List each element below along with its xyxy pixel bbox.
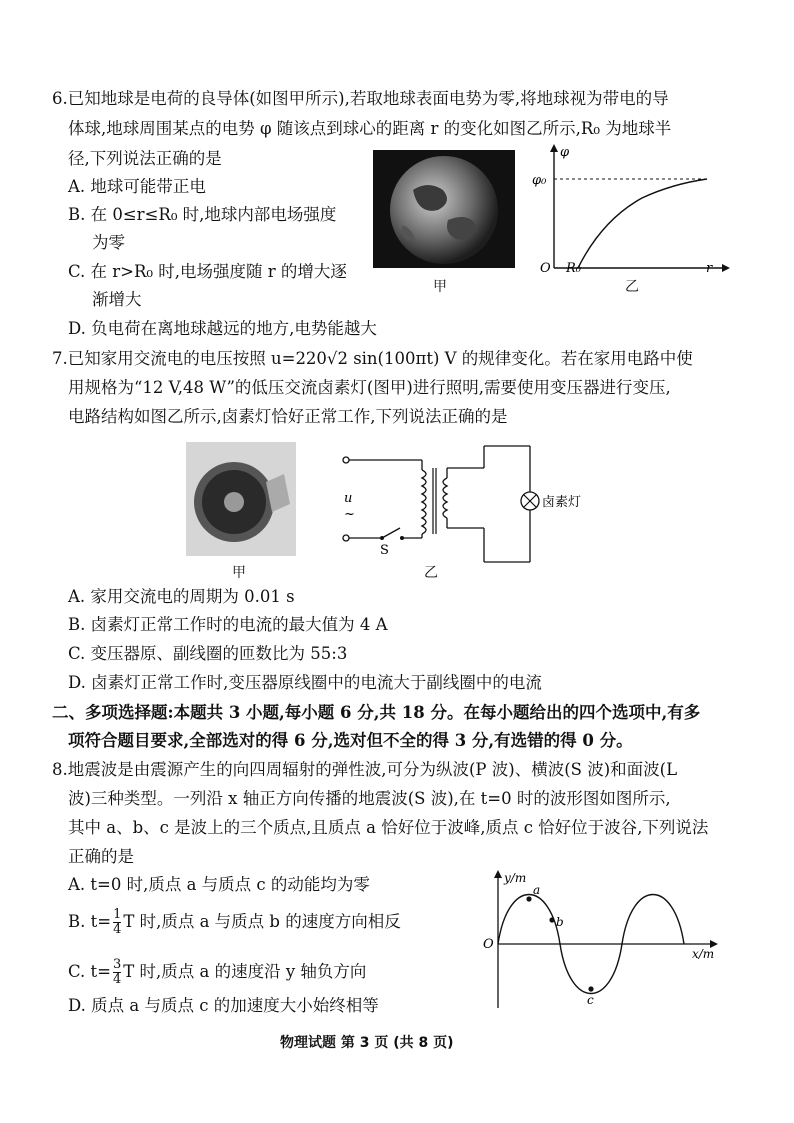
q8-line4: 正确的是 (68, 847, 134, 866)
earth-photo (373, 150, 515, 268)
x-axis-label: x/m (692, 947, 715, 961)
q8-option-c-prefix: C. t= (68, 962, 111, 981)
fraction-three-quarters: $\frac{3}{4}$ (112, 957, 122, 987)
r-axis-label: r (706, 261, 713, 276)
halogen-lamp-photo (186, 442, 296, 556)
q8-option-b (68, 908, 401, 937)
page-footer: 物理试题 第 3 页 (共 8 页) (280, 1035, 454, 1051)
q8-option-b-suffix: T 时,质点 a 与质点 b 的速度方向相反 (123, 912, 401, 931)
primary-coil (422, 470, 426, 534)
q6-line3: 径,下列说法正确的是 (68, 149, 222, 168)
point-b (549, 917, 554, 922)
voltage-u-label: u (344, 491, 353, 506)
phi-axis-label: φ (560, 145, 570, 160)
q7-figure-yi-caption: 乙 (424, 565, 438, 581)
point-c (588, 986, 593, 991)
r0-label: R₀ (566, 261, 581, 276)
q6-option-c: C. 在 r>R₀ 时,电场强度随 r 的增大逐 (68, 262, 347, 281)
q6-figure-jia-caption: 甲 (433, 279, 447, 295)
q7-option-c: C. 变压器原、副线圈的匝数比为 55:3 (68, 644, 348, 663)
q8-option-b-prefix: B. t= (68, 912, 112, 931)
y-axis-arrow-icon (494, 870, 502, 878)
q8-wave-graph (478, 868, 728, 1012)
lamp-label: 卤素灯 (542, 495, 582, 510)
q7-option-a: A. 家用交流电的周期为 0.01 s (68, 587, 295, 606)
q8-line3: 其中 a、b、c 是波上的三个质点,且质点 a 恰好位于波峰,质点 c 恰好位于波谷,下列说法 (68, 818, 709, 837)
q8-option-a: A. t=0 时,质点 a 与质点 c 的动能均为零 (68, 875, 370, 894)
point-a (526, 896, 531, 901)
q7-figure-jia-caption: 甲 (232, 565, 246, 581)
q7-line2: 用规格为“12 V,48 W”的低压交流卤素灯(图甲)进行照明,需要使用变压器进行变压, (68, 378, 671, 397)
origin-label: O (540, 261, 551, 276)
q6-option-b-cont: 为零 (92, 233, 125, 252)
point-c-label: c (587, 993, 594, 1007)
point-a-label: a (533, 883, 541, 897)
switch-blade (382, 528, 400, 538)
q6-line1: 6.已知地球是电荷的良导体(如图甲所示),若取地球表面电势为零,将地球视为带电的导 (52, 89, 669, 108)
q6-figure-yi-caption: 乙 (625, 279, 639, 295)
q6-option-b: B. 在 0≤r≤R₀ 时,地球内部电场强度 (68, 205, 337, 224)
q7-option-b: B. 卤素灯正常工作时的电流的最大值为 4 A (68, 615, 388, 634)
q8-option-d: D. 质点 a 与质点 c 的加速度大小始终相等 (68, 996, 379, 1015)
q8-option-c-suffix: T 时,质点 a 的速度沿 y 轴负方向 (123, 962, 367, 981)
switch-s-label: S (380, 543, 389, 558)
q6-option-a: A. 地球可能带正电 (68, 177, 206, 196)
q6-option-d: D. 负电荷在离地球越远的地方,电势能越大 (68, 319, 377, 338)
phi0-label: φ₀ (532, 173, 547, 188)
q8-line2: 波)三种类型。一列沿 x 轴正方向传播的地震波(S 波),在 t=0 时的波形图如图所示, (68, 789, 671, 808)
terminal-bottom (343, 535, 349, 541)
terminal-top (343, 457, 349, 463)
q8-line1: 8.地震波是由震源产生的向四周辐射的弹性波,可分为纵波(P 波)、横波(S 波)和面波(L (52, 760, 678, 779)
q7-line3: 电路结构如图乙所示,卤素灯恰好正常工作,下列说法正确的是 (68, 407, 508, 426)
origin-label: O (483, 937, 494, 952)
fraction-one-quarter: $\frac{1}{4}$ (113, 907, 122, 937)
q8-option-c (68, 958, 366, 987)
point-b-label: b (556, 915, 564, 929)
q6-option-c-cont: 渐增大 (92, 290, 142, 309)
phi-axis-arrow-icon (550, 144, 558, 152)
halogen-lamp-icon (186, 442, 296, 556)
earth-globe-icon (373, 150, 515, 268)
q7-circuit-diagram (330, 436, 610, 576)
ac-symbol-label: ~ (344, 507, 355, 522)
potential-curve (578, 179, 707, 268)
q6-line2: 体球,地球周围某点的电势 φ 随该点到球心的距离 r 的变化如图乙所示,R₀ 为地球半 (68, 119, 672, 138)
q7-option-d: D. 卤素灯正常工作时,变压器原线圈中的电流大于副线圈中的电流 (68, 673, 542, 692)
r-axis-arrow-icon (722, 264, 730, 272)
y-axis-label: y/m (504, 871, 527, 885)
section2-heading-line1: 二、多项选择题:本题共 3 小题,每小题 6 分,共 18 分。在每小题给出的四个选项中,有多 (52, 703, 701, 722)
q7-line1: 7.已知家用交流电的电压按照 u=220√2 sin(100πt) V 的规律变化。若在家用电路中使 (52, 349, 693, 368)
secondary-coil (443, 478, 447, 518)
section2-heading-line2: 项符合题目要求,全部选对的得 6 分,选对但不全的得 3 分,有选错的得 0 分。 (68, 731, 633, 750)
